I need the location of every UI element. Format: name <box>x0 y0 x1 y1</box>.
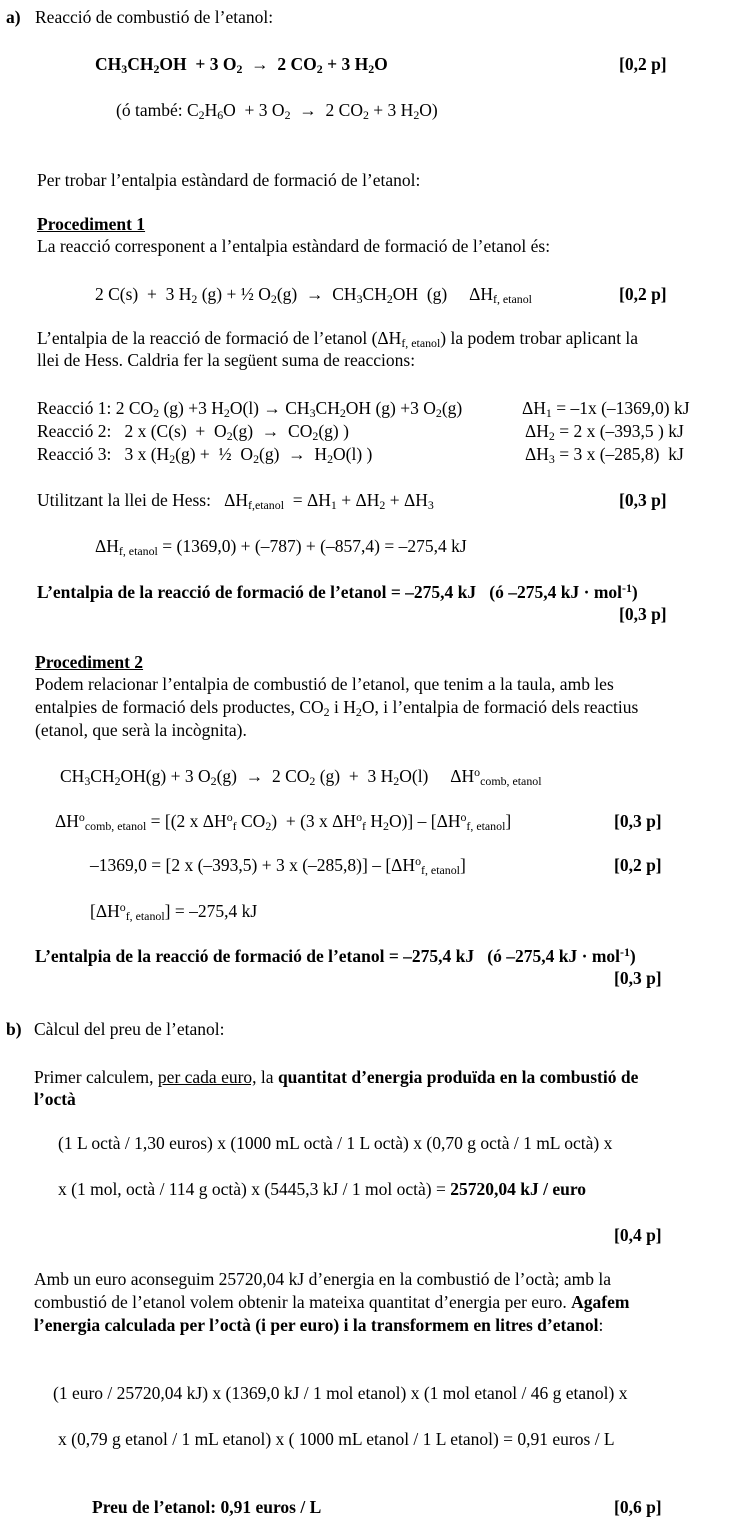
octane-energy-intro-line-1 <box>34 1066 638 1088</box>
ethanol-conversion-bold: l’energia calculada per l’octà (i per euro) i la transformem en litres d’etanol <box>34 1315 599 1335</box>
intro-text: Per trobar l’entalpia estàndard de formació de l’etanol: <box>37 170 421 190</box>
score: [0,2 p] <box>614 855 662 875</box>
procedure-2-result: L’entalpia de la reacció de formació de l’etanol = –275,4 kJ (ó –275,4 kJ · mol$^{-1}$) <box>35 945 636 966</box>
ethanol-combustion-equation: $CH_3CH_2OH(g) + 3$ $O_2(g) \to 2$ $CO_2$ (g) + 3 $H_2O(l)$ $\Delta H^o_{comb, etanol}$ <box>60 765 542 788</box>
procedure-1-result-text: L’entalpia de la reacció de formació de l’etanol = –275,4 kJ <box>37 582 477 602</box>
octane-calculation-text: x (1 mol, octà / 114 g octà) x (5445,3 kJ / 1 mol octà) = <box>58 1179 451 1199</box>
octane-calculation-line-1: (1 L octà / 1,30 euros) x (1000 mL octà / 1 L octà) x (0,70 g octà / 1 mL octà) x <box>58 1133 613 1153</box>
energy-per-euro-text: quantitat d’energia produïda en la combustió de <box>277 1067 639 1087</box>
ethanol-calculation-line-1: (1 euro / 25720,04 kJ) x (1369,0 kJ / 1 mol etanol) x (1 mol etanol / 46 g etanol) x <box>53 1383 628 1403</box>
hess-law-label: Utilitzant la llei de Hess: <box>37 490 211 510</box>
hess-explanation-line-2: llei de Hess. Caldria fer la següent suma de reaccions: <box>37 350 416 370</box>
part-a-title: Reacció de combustió de l’etanol: <box>35 7 274 27</box>
ethanol-calculation-line-2: x (0,79 g etanol / 1 mL etanol) x ( 1000 mL etanol / 1 L etanol) = 0,91 euros / L <box>58 1429 615 1449</box>
procedure-2-title: Procediment 2 <box>35 652 144 672</box>
score: [0,2 p] <box>619 284 667 304</box>
ethanol-price-result: Preu de l’etanol: 0,91 euros / L <box>92 1497 322 1517</box>
part-a-label: a) <box>6 7 21 27</box>
score: [0,6 p] <box>614 1497 662 1517</box>
ethanol-conversion-text-line-2 <box>34 1291 629 1313</box>
reaction-1-enthalpy: $\Delta H_1 = -1x$ (–1369,0) kJ <box>522 398 690 420</box>
procedure-1-text: La reacció corresponent a l’entalpia estàndard de formació de l’etanol és: <box>37 236 551 256</box>
reaction-3-label: Reacció 3: <box>37 444 112 464</box>
ethanol-conversion-text-line-1: Amb un euro aconseguim 25720,04 kJ d’energia en la combustió de l’octà; amb la <box>34 1269 612 1289</box>
part-b-label: b) <box>6 1019 22 1039</box>
reaction-3-enthalpy: $\Delta H_3 = 3$ x (–285,8) kJ <box>525 444 684 466</box>
score: [0,3 p] <box>619 490 667 510</box>
procedure-2-text-line-2: entalpies de formació dels productes, $CO_2$ i $H_2O$, i l’entalpia de formació dels reactius <box>35 697 639 719</box>
score: [0,4 p] <box>614 1225 662 1245</box>
ethanol-conversion-text: combustió de l’etanol volem obtenir la mateixa quantitat d’energia per euro. <box>34 1292 572 1312</box>
reaction-2-label: Reacció 2: <box>37 421 112 441</box>
procedure-2-result-text: L’entalpia de la reacció de formació de l’etanol = –275,4 kJ <box>35 946 475 966</box>
octane-energy-result: 25720,04 kJ / euro <box>450 1179 587 1199</box>
hess-law-expression: Utilitzant la llei de Hess: $\Delta H_{f,etanol} = \Delta H_1 + \Delta H_2 + \Delta H_3$ <box>37 490 434 512</box>
ethanol-conversion-text: : <box>598 1315 604 1335</box>
intro-text: Primer calculem, <box>34 1067 158 1087</box>
reaction-2: Reacció 2: 2 x ($C(s) + O_2(g) \to CO_2(g)$ ) <box>37 421 349 443</box>
score: [0,2 p] <box>619 54 667 74</box>
procedure-2-text-line-1: Podem relacionar l’entalpia de combustió de l’etanol, que tenim a la taula, amb les <box>35 674 614 694</box>
score: [0,3 p] <box>614 811 662 831</box>
procedure-1-title: Procediment 1 <box>37 214 146 234</box>
procedure-2-text-line-3: (etanol, que serà la incògnita). <box>35 720 247 740</box>
procedure-1-result: L’entalpia de la reacció de formació de l’etanol = –275,4 kJ (ó –275,4 kJ · mol$^{-1}$) <box>37 581 638 602</box>
formation-equation: 2 C(s) + 3 $H_2$ (g) + ½ $O_2(g) \to CH_3CH_2OH$ (g) $\Delta H_{f, etanol}$ <box>95 284 532 306</box>
part-b-title: Càlcul del preu de l’etanol: <box>34 1019 225 1039</box>
hess-law-calculation: $\Delta H_{f, etanol} = (1369,0) + (-787) + (-857,4) = -275,4$ kJ <box>95 536 467 558</box>
reaction-1-label: Reacció 1: <box>37 398 112 418</box>
score: [0,3 p] <box>614 968 662 988</box>
ethanol-conversion-bold: Agafem <box>571 1292 630 1312</box>
formation-enthalpy-value: $[\Delta H^o_{f, etanol}] = -275,4$ kJ <box>90 900 258 923</box>
per-euro-text: per cada euro, <box>157 1067 257 1087</box>
ethanol-conversion-text-line-3 <box>34 1314 603 1336</box>
octane-calculation-line-2 <box>58 1178 586 1200</box>
hess-explanation-line-1: L’entalpia de la reacció de formació de l’etanol $(\Delta H_{f, etanol})$ la podem trobar aplicant la <box>37 328 639 350</box>
octane-energy-intro-line-2: l’octà <box>34 1089 76 1109</box>
score: [0,3 p] <box>619 604 667 624</box>
intro-text: la <box>256 1067 278 1087</box>
combustion-enthalpy-substitution: –1369,0 = [2 x (–393,5) + 3 x $(-285,8)] - [\Delta H^o_{f, etanol}]$ <box>90 854 466 877</box>
reaction-2-enthalpy: $\Delta H_2 = 2$ x (–393,5 ) kJ <box>525 421 684 443</box>
combustion-enthalpy-expression: $\Delta H^o_{comb, etanol} = [(2$ x $\Delta H^o_f$ $CO_2) + (3$ x $\Delta H^o_f$ $H_2O)] - [\Delta H^o_{f, etanol}]$ <box>55 810 512 833</box>
reaction-1: Reacció 1: 2 $CO_2$ (g) +3 $H_2O(l) \to CH_3CH_2OH$ (g) +3 $O_2(g)$ <box>37 398 463 420</box>
alt-combustion-equation: (ó també: $C_2H_6O + 3$ $O_2 \to 2$ $CO_2 + 3$ $H_2O$) <box>116 100 438 122</box>
combustion-equation: $CH_3CH_2OH + 3$ $O_2 \to 2$ $CO_2 + 3$ $H_2O$ <box>95 54 388 76</box>
reaction-3: Reacció 3: 3 x ($H_2(g)$ + ½ $O_2(g) \to H_2O(l)$ ) <box>37 444 373 466</box>
